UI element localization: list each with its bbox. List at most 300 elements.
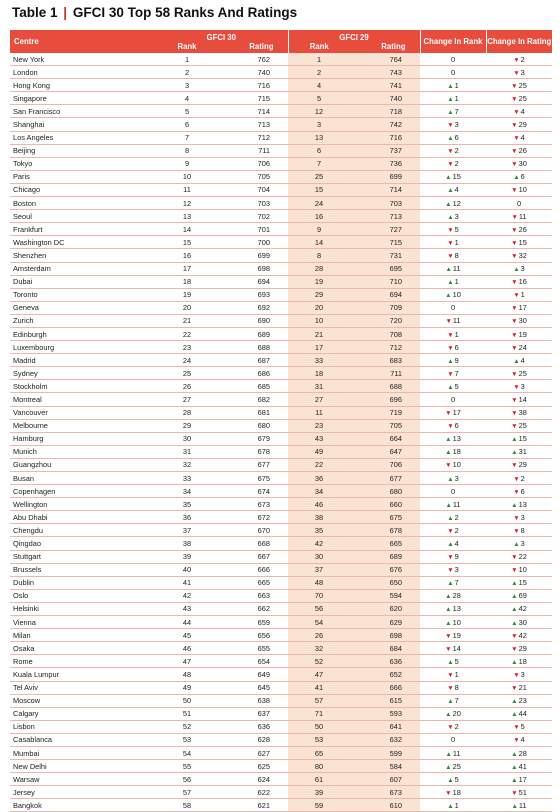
- change-in-rank: [420, 550, 486, 563]
- change-in-rating-value: 25: [518, 80, 527, 90]
- gfci29-rating: 678: [350, 524, 420, 537]
- up-triangle-icon: ▲: [447, 82, 454, 90]
- down-triangle-icon: ▼: [447, 148, 454, 156]
- change-in-rank-value: 0: [450, 67, 456, 77]
- table-row: [10, 694, 552, 707]
- up-triangle-icon: ▲: [447, 580, 454, 588]
- up-triangle-icon: ▲: [513, 174, 520, 182]
- gfci30-rank: 2: [155, 66, 219, 79]
- gfci29-rating: 715: [350, 236, 420, 249]
- centre-name: Washington DC: [10, 236, 155, 249]
- gfci30-rating: 690: [219, 314, 288, 327]
- change-in-rank: [420, 746, 486, 759]
- up-triangle-icon: ▲: [447, 187, 454, 195]
- centre-name: Lisbon: [10, 720, 155, 733]
- gfci29-rating: 742: [350, 118, 420, 131]
- change-in-rating-value: 10: [518, 185, 527, 195]
- change-in-rating: [486, 799, 552, 812]
- change-in-rank-value: 10: [452, 460, 461, 470]
- change-in-rank: [420, 537, 486, 550]
- gfci30-rating: 686: [219, 367, 288, 380]
- centre-name: Jersey: [10, 786, 155, 799]
- gfci29-rating: 714: [350, 183, 420, 196]
- gfci29-rank: 12: [288, 105, 350, 118]
- down-triangle-icon: ▼: [445, 410, 452, 418]
- centre-name: Vienna: [10, 616, 155, 629]
- centre-name: Chicago: [10, 183, 155, 196]
- gfci29-rank: 71: [288, 707, 350, 720]
- table-row: [10, 367, 552, 380]
- gfci30-rank: 23: [155, 341, 219, 354]
- gfci29-rank: 54: [288, 616, 350, 629]
- gfci30-rating: 714: [219, 105, 288, 118]
- change-in-rank-value: 1: [454, 277, 459, 287]
- down-triangle-icon: ▼: [511, 632, 518, 640]
- table-row: [10, 799, 552, 812]
- change-in-rank: [420, 236, 486, 249]
- gfci29-rating: 731: [350, 249, 420, 262]
- gfci30-rank: 44: [155, 616, 219, 629]
- up-triangle-icon: ▲: [447, 802, 454, 810]
- change-in-rank: [420, 249, 486, 262]
- gfci29-rank: 80: [288, 760, 350, 773]
- centre-name: Frankfurt: [10, 223, 155, 236]
- up-triangle-icon: ▲: [445, 200, 452, 208]
- table-row: [10, 485, 552, 498]
- centre-name: Milan: [10, 629, 155, 642]
- centre-name: Oslo: [10, 589, 155, 602]
- gfci30-rating: 705: [219, 170, 288, 183]
- gfci29-rank: 29: [288, 288, 350, 301]
- up-triangle-icon: ▲: [511, 658, 518, 666]
- gfci29-rank: 26: [288, 629, 350, 642]
- centre-name: Abu Dhabi: [10, 511, 155, 524]
- change-in-rating: [486, 249, 552, 262]
- gfci30-rating: 672: [219, 511, 288, 524]
- gfci29-rating: 652: [350, 668, 420, 681]
- change-in-rating-value: 30: [518, 316, 527, 326]
- change-in-rating-value: 38: [518, 408, 527, 418]
- centre-name: Busan: [10, 472, 155, 485]
- gfci30-rank: 27: [155, 393, 219, 406]
- change-in-rating-value: 29: [518, 460, 527, 470]
- change-in-rank-value: 12: [452, 198, 461, 208]
- gfci30-rank: 55: [155, 760, 219, 773]
- gfci30-rating: 673: [219, 498, 288, 511]
- change-in-rating-value: 23: [518, 696, 527, 706]
- change-in-rank: [420, 275, 486, 288]
- up-triangle-icon: ▲: [513, 357, 520, 365]
- gfci29-rating: 594: [350, 589, 420, 602]
- table-row: [10, 602, 552, 615]
- up-triangle-icon: ▲: [511, 436, 518, 444]
- table-row: [10, 275, 552, 288]
- gfci30-rank: 50: [155, 694, 219, 707]
- change-in-rating: [486, 275, 552, 288]
- change-in-rating: [486, 314, 552, 327]
- change-in-rank-value: 3: [454, 211, 459, 221]
- gfci30-rating: 624: [219, 773, 288, 786]
- down-triangle-icon: ▼: [511, 161, 518, 169]
- down-triangle-icon: ▼: [513, 56, 520, 64]
- gfci29-rating: 689: [350, 550, 420, 563]
- change-in-rating-value: 14: [518, 394, 527, 404]
- change-in-rating-value: 29: [518, 643, 527, 653]
- down-triangle-icon: ▼: [511, 305, 518, 313]
- down-triangle-icon: ▼: [447, 331, 454, 339]
- change-in-rank: [420, 563, 486, 576]
- gfci30-rank: 21: [155, 314, 219, 327]
- change-in-rating-value: 4: [520, 735, 525, 745]
- gfci29-rating: 665: [350, 537, 420, 550]
- gfci30-rank: 6: [155, 118, 219, 131]
- change-in-rank-value: 15: [452, 172, 461, 182]
- change-in-rank-value: 7: [454, 578, 459, 588]
- table-row: [10, 131, 552, 144]
- change-in-rank-value: 5: [454, 224, 459, 234]
- change-in-rating: [486, 406, 552, 419]
- change-in-rank: [420, 498, 486, 511]
- down-triangle-icon: ▼: [447, 423, 454, 431]
- table-row: [10, 406, 552, 419]
- up-triangle-icon: ▲: [447, 514, 454, 522]
- change-in-rating: [486, 733, 552, 746]
- change-in-rating-value: 29: [518, 120, 527, 130]
- change-in-rank-value: 3: [454, 473, 459, 483]
- table-row: [10, 92, 552, 105]
- gfci30-rank: 28: [155, 406, 219, 419]
- gfci30-rating: 678: [219, 445, 288, 458]
- gfci29-rank: 9: [288, 223, 350, 236]
- up-triangle-icon: ▲: [511, 711, 518, 719]
- down-triangle-icon: ▼: [513, 135, 520, 143]
- gfci29-rating: 675: [350, 511, 420, 524]
- change-in-rating-value: 4: [520, 355, 525, 365]
- up-triangle-icon: ▲: [445, 501, 452, 509]
- up-triangle-icon: ▲: [445, 436, 452, 444]
- gfci29-rating: 720: [350, 314, 420, 327]
- down-triangle-icon: ▼: [513, 514, 520, 522]
- gfci30-rank: 47: [155, 655, 219, 668]
- centre-name: Bangkok: [10, 799, 155, 812]
- gfci30-rank: 43: [155, 602, 219, 615]
- up-triangle-icon: ▲: [445, 711, 452, 719]
- table-row: [10, 262, 552, 275]
- down-triangle-icon: ▼: [445, 318, 452, 326]
- change-in-rating-value: 25: [518, 421, 527, 431]
- change-in-rating: [486, 458, 552, 471]
- table-row: [10, 105, 552, 118]
- down-triangle-icon: ▼: [511, 148, 518, 156]
- gfci30-rank: 52: [155, 720, 219, 733]
- gfci30-rank: 51: [155, 707, 219, 720]
- gfci30-rating: 740: [219, 66, 288, 79]
- up-triangle-icon: ▲: [511, 750, 518, 758]
- gfci29-rating: 741: [350, 79, 420, 92]
- gfci29-rank: 20: [288, 301, 350, 314]
- change-in-rank-value: 4: [454, 185, 459, 195]
- down-triangle-icon: ▼: [447, 685, 454, 693]
- table-title-text: GFCI 30 Top 58 Ranks And Ratings: [72, 5, 298, 20]
- centre-name: Stuttgart: [10, 550, 155, 563]
- gfci30-rank: 5: [155, 105, 219, 118]
- gfci30-rating: 688: [219, 341, 288, 354]
- gfci29-rank: 34: [288, 485, 350, 498]
- gfci30-rating: 628: [219, 733, 288, 746]
- change-in-rating: [486, 118, 552, 131]
- down-triangle-icon: ▼: [513, 292, 520, 300]
- gfci29-rank: 49: [288, 445, 350, 458]
- gfci30-rank: 33: [155, 472, 219, 485]
- down-triangle-icon: ▼: [513, 475, 520, 483]
- change-in-rating-value: 15: [518, 237, 527, 247]
- gfci30-rank: 41: [155, 576, 219, 589]
- table-row: [10, 642, 552, 655]
- gfci29-rating: 660: [350, 498, 420, 511]
- change-in-rating: [486, 367, 552, 380]
- table-row: [10, 314, 552, 327]
- gfci29-rating: 709: [350, 301, 420, 314]
- table-row: [10, 354, 552, 367]
- down-triangle-icon: ▼: [513, 737, 520, 745]
- change-in-rating-value: 42: [518, 604, 527, 614]
- gfci30-rating: 659: [219, 616, 288, 629]
- centre-name: Shenzhen: [10, 249, 155, 262]
- gfci30-rank: 32: [155, 458, 219, 471]
- gfci29-rank: 14: [288, 236, 350, 249]
- change-in-rating: [486, 53, 552, 66]
- header-gfci29-rank: Rank: [288, 42, 350, 53]
- table-row: [10, 563, 552, 576]
- gfci29-rank: 36: [288, 472, 350, 485]
- gfci30-rating: 693: [219, 288, 288, 301]
- change-in-rank: [420, 79, 486, 92]
- gfci29-rank: 32: [288, 642, 350, 655]
- up-triangle-icon: ▲: [445, 292, 452, 300]
- gfci30-rank: 4: [155, 92, 219, 105]
- gfci29-rating: 647: [350, 445, 420, 458]
- gfci30-rank: 29: [155, 419, 219, 432]
- change-in-rank-value: 7: [454, 696, 459, 706]
- change-in-rank: [420, 511, 486, 524]
- header-gfci30-rating: Rating: [219, 42, 288, 53]
- centre-name: Sydney: [10, 367, 155, 380]
- gfci29-rating: 711: [350, 367, 420, 380]
- change-in-rating: [486, 393, 552, 406]
- change-in-rank-value: 0: [450, 54, 456, 64]
- gfci30-rank: 1: [155, 53, 219, 66]
- table-row: [10, 210, 552, 223]
- gfci30-rating: 700: [219, 236, 288, 249]
- gfci29-rank: 53: [288, 733, 350, 746]
- gfci30-rank: 35: [155, 498, 219, 511]
- gfci29-rating: 673: [350, 786, 420, 799]
- table-row: [10, 629, 552, 642]
- change-in-rating-value: 10: [518, 565, 527, 575]
- change-in-rank-value: 2: [454, 146, 459, 156]
- down-triangle-icon: ▼: [445, 462, 452, 470]
- gfci29-rating: 683: [350, 354, 420, 367]
- gfci30-rating: 682: [219, 393, 288, 406]
- up-triangle-icon: ▲: [447, 135, 454, 143]
- down-triangle-icon: ▼: [511, 344, 518, 352]
- change-in-rank-value: 18: [452, 447, 461, 457]
- change-in-rank: [420, 760, 486, 773]
- gfci30-rank: 45: [155, 629, 219, 642]
- centre-name: Los Angeles: [10, 131, 155, 144]
- down-triangle-icon: ▼: [447, 122, 454, 130]
- centre-name: Singapore: [10, 92, 155, 105]
- down-triangle-icon: ▼: [511, 331, 518, 339]
- gfci29-rank: 27: [288, 393, 350, 406]
- gfci29-rank: 50: [288, 720, 350, 733]
- up-triangle-icon: ▲: [447, 658, 454, 666]
- header-gfci29: GFCI 29: [288, 30, 420, 42]
- up-triangle-icon: ▲: [445, 593, 452, 601]
- change-in-rating-value: 30: [518, 617, 527, 627]
- change-in-rating-value: 17: [518, 774, 527, 784]
- table-row: [10, 576, 552, 589]
- down-triangle-icon: ▼: [447, 252, 454, 260]
- header-change-rating: Change In Rating: [486, 30, 552, 53]
- change-in-rank-value: 1: [454, 800, 459, 810]
- gfci30-rating: 636: [219, 720, 288, 733]
- change-in-rating-value: 22: [518, 552, 527, 562]
- table-row: [10, 524, 552, 537]
- change-in-rank: [420, 786, 486, 799]
- change-in-rating-value: 2: [520, 54, 525, 64]
- centre-name: Rome: [10, 655, 155, 668]
- change-in-rating-value: 5: [520, 722, 525, 732]
- gfci30-rating: 711: [219, 144, 288, 157]
- change-in-rank-value: 1: [454, 93, 459, 103]
- change-in-rating-value: 42: [518, 630, 527, 640]
- centre-name: Casablanca: [10, 733, 155, 746]
- table-row: [10, 327, 552, 340]
- change-in-rank: [420, 301, 486, 314]
- change-in-rank: [420, 53, 486, 66]
- change-in-rating: [486, 550, 552, 563]
- table-row: [10, 288, 552, 301]
- change-in-rank: [420, 419, 486, 432]
- up-triangle-icon: ▲: [447, 95, 454, 103]
- gfci29-rank: 10: [288, 314, 350, 327]
- change-in-rating-value: 41: [518, 761, 527, 771]
- centre-name: Qingdao: [10, 537, 155, 550]
- change-in-rank-value: 2: [454, 722, 459, 732]
- centre-name: Kuala Lumpur: [10, 668, 155, 681]
- gfci29-rank: 61: [288, 773, 350, 786]
- gfci30-rank: 16: [155, 249, 219, 262]
- down-triangle-icon: ▼: [511, 370, 518, 378]
- change-in-rating: [486, 576, 552, 589]
- gfci29-rank: 52: [288, 655, 350, 668]
- ranks-table: [10, 30, 552, 812]
- change-in-rating: [486, 485, 552, 498]
- header-gfci30: GFCI 30: [155, 30, 288, 42]
- gfci29-rating: 696: [350, 393, 420, 406]
- down-triangle-icon: ▼: [511, 789, 518, 797]
- change-in-rank: [420, 262, 486, 275]
- gfci30-rating: 712: [219, 131, 288, 144]
- change-in-rank: [420, 354, 486, 367]
- gfci29-rank: 13: [288, 131, 350, 144]
- gfci29-rating: 629: [350, 616, 420, 629]
- down-triangle-icon: ▼: [447, 724, 454, 732]
- up-triangle-icon: ▲: [445, 750, 452, 758]
- change-in-rating: [486, 616, 552, 629]
- centre-name: Calgary: [10, 707, 155, 720]
- table-row: [10, 773, 552, 786]
- down-triangle-icon: ▼: [511, 318, 518, 326]
- up-triangle-icon: ▲: [445, 763, 452, 771]
- centre-name: Zurich: [10, 314, 155, 327]
- down-triangle-icon: ▼: [511, 396, 518, 404]
- gfci29-rating: 584: [350, 760, 420, 773]
- change-in-rank-value: 5: [454, 656, 459, 666]
- table-row: [10, 341, 552, 354]
- down-triangle-icon: ▼: [447, 226, 454, 234]
- change-in-rank: [420, 524, 486, 537]
- table-row: [10, 170, 552, 183]
- down-triangle-icon: ▼: [511, 554, 518, 562]
- change-in-rank-value: 1: [454, 80, 459, 90]
- down-triangle-icon: ▼: [511, 82, 518, 90]
- table-row: [10, 301, 552, 314]
- gfci30-rating: 662: [219, 602, 288, 615]
- gfci30-rank: 7: [155, 131, 219, 144]
- change-in-rating: [486, 197, 552, 210]
- up-triangle-icon: ▲: [445, 606, 452, 614]
- change-in-rank-value: 6: [454, 421, 459, 431]
- change-in-rating: [486, 511, 552, 524]
- change-in-rank-value: 11: [452, 499, 461, 509]
- change-in-rating-value: 2: [520, 473, 525, 483]
- gfci30-rating: 670: [219, 524, 288, 537]
- gfci29-rating: 666: [350, 681, 420, 694]
- change-in-rank: [420, 393, 486, 406]
- centre-name: Munich: [10, 445, 155, 458]
- change-in-rank-value: 2: [454, 525, 459, 535]
- gfci29-rating: 708: [350, 327, 420, 340]
- gfci30-rating: 654: [219, 655, 288, 668]
- change-in-rating: [486, 445, 552, 458]
- gfci29-rank: 21: [288, 327, 350, 340]
- change-in-rank-value: 10: [452, 617, 461, 627]
- gfci30-rating: 704: [219, 183, 288, 196]
- down-triangle-icon: ▼: [513, 383, 520, 391]
- gfci30-rank: 22: [155, 327, 219, 340]
- gfci29-rating: 684: [350, 642, 420, 655]
- gfci30-rating: 679: [219, 432, 288, 445]
- gfci30-rank: 42: [155, 589, 219, 602]
- centre-name: New Delhi: [10, 760, 155, 773]
- gfci29-rating: 632: [350, 733, 420, 746]
- change-in-rank-value: 1: [454, 329, 459, 339]
- change-in-rating-value: 24: [518, 342, 527, 352]
- gfci30-rating: 645: [219, 681, 288, 694]
- gfci30-rank: 48: [155, 668, 219, 681]
- up-triangle-icon: ▲: [511, 593, 518, 601]
- gfci29-rating: 680: [350, 485, 420, 498]
- down-triangle-icon: ▼: [511, 567, 518, 575]
- up-triangle-icon: ▲: [447, 475, 454, 483]
- gfci29-rank: 56: [288, 602, 350, 615]
- gfci29-rating: 688: [350, 380, 420, 393]
- table-row: [10, 118, 552, 131]
- gfci29-rank: 38: [288, 511, 350, 524]
- change-in-rank: [420, 380, 486, 393]
